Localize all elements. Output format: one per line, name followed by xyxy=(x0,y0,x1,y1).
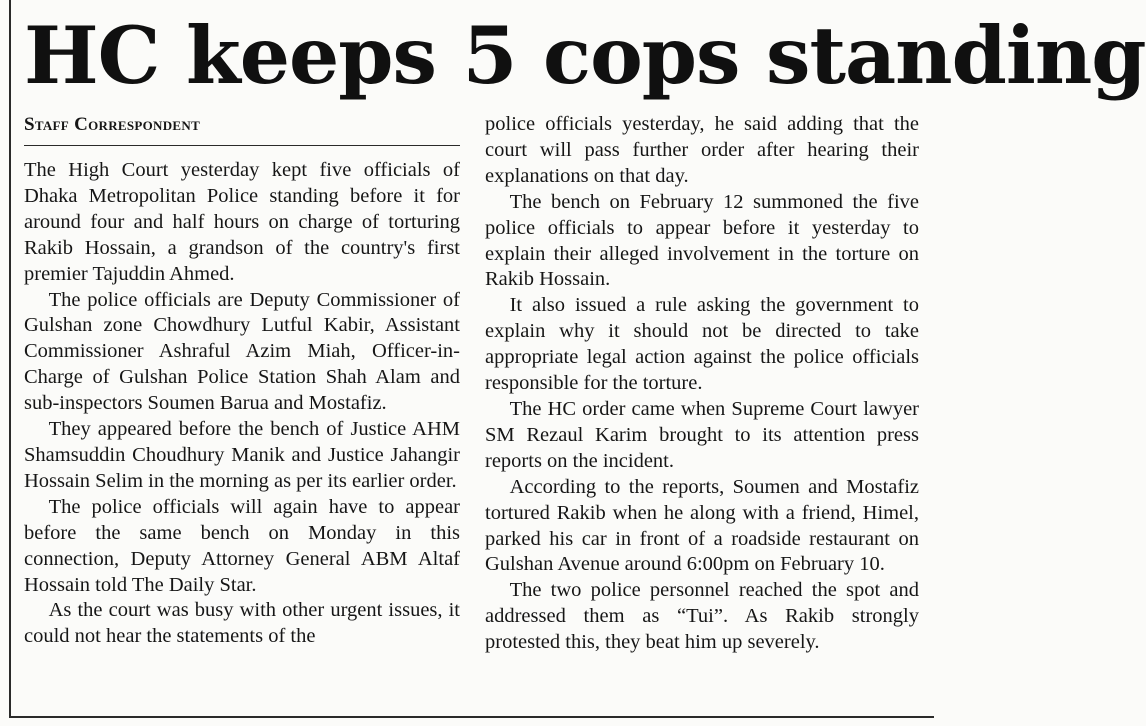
article-paragraph: They appeared before the bench of Justice AHM Shamsuddin Choudhury Manik and Justice Jahangir Hossain Selim in the morning as per its earlier order. xyxy=(24,418,460,492)
left-column-rule xyxy=(9,0,11,716)
byline: Staff Correspondent xyxy=(24,112,460,146)
headline: HC keeps 5 cops standing xyxy=(24,9,1146,102)
article-paragraph: The bench on February 12 summoned the five police officials to appear before it yesterday to explain their alleged involvement in the torture on Rakib Hossain. xyxy=(485,190,919,291)
article-paragraph: The police officials are Deputy Commissioner of Gulshan zone Chowdhury Lutful Kabir, Assistant Commissioner Ashraful Azim Miah, Officer-in-Charge of Gulshan Police Station Shah Alam and sub-inspectors Soumen Barua and Mostafiz. xyxy=(24,288,460,415)
article-column-left xyxy=(24,112,460,650)
bottom-rule xyxy=(9,716,934,718)
article-paragraph: It also issued a rule asking the government to explain why it should not be directed to take appropriate legal action against the police officials responsible for the torture. xyxy=(485,294,919,395)
article-paragraph: The High Court yesterday kept five officials of Dhaka Metropolitan Police standing before it for around four and half hours on charge of torturing Rakib Hossain, a grandson of the country's first premier Tajuddin Ahmed. xyxy=(24,159,460,285)
article-paragraph: The HC order came when Supreme Court lawyer SM Rezaul Karim brought to its attention press reports on the incident. xyxy=(485,397,919,472)
article-paragraph: As the court was busy with other urgent issues, it could not hear the statements of the xyxy=(24,599,460,648)
article-column-right xyxy=(485,112,919,656)
article-paragraph: The police officials will again have to appear before the same bench on Monday in this connection, Deputy Attorney General ABM Altaf Hossain told The Daily Star. xyxy=(24,495,460,596)
article-paragraph: police officials yesterday, he said adding that the court will pass further order after hearing their explanations on that day. xyxy=(485,113,919,187)
article-paragraph: The two police personnel reached the spot and addressed them as “Tui”. As Rakib strongly protested this, they beat him up severely. xyxy=(485,579,919,654)
article-paragraph: According to the reports, Soumen and Mostafiz tortured Rakib when he along with a friend, Himel, parked his car in front of a roadside restaurant on Gulshan Avenue around 6:00pm on February 10. xyxy=(485,475,919,576)
